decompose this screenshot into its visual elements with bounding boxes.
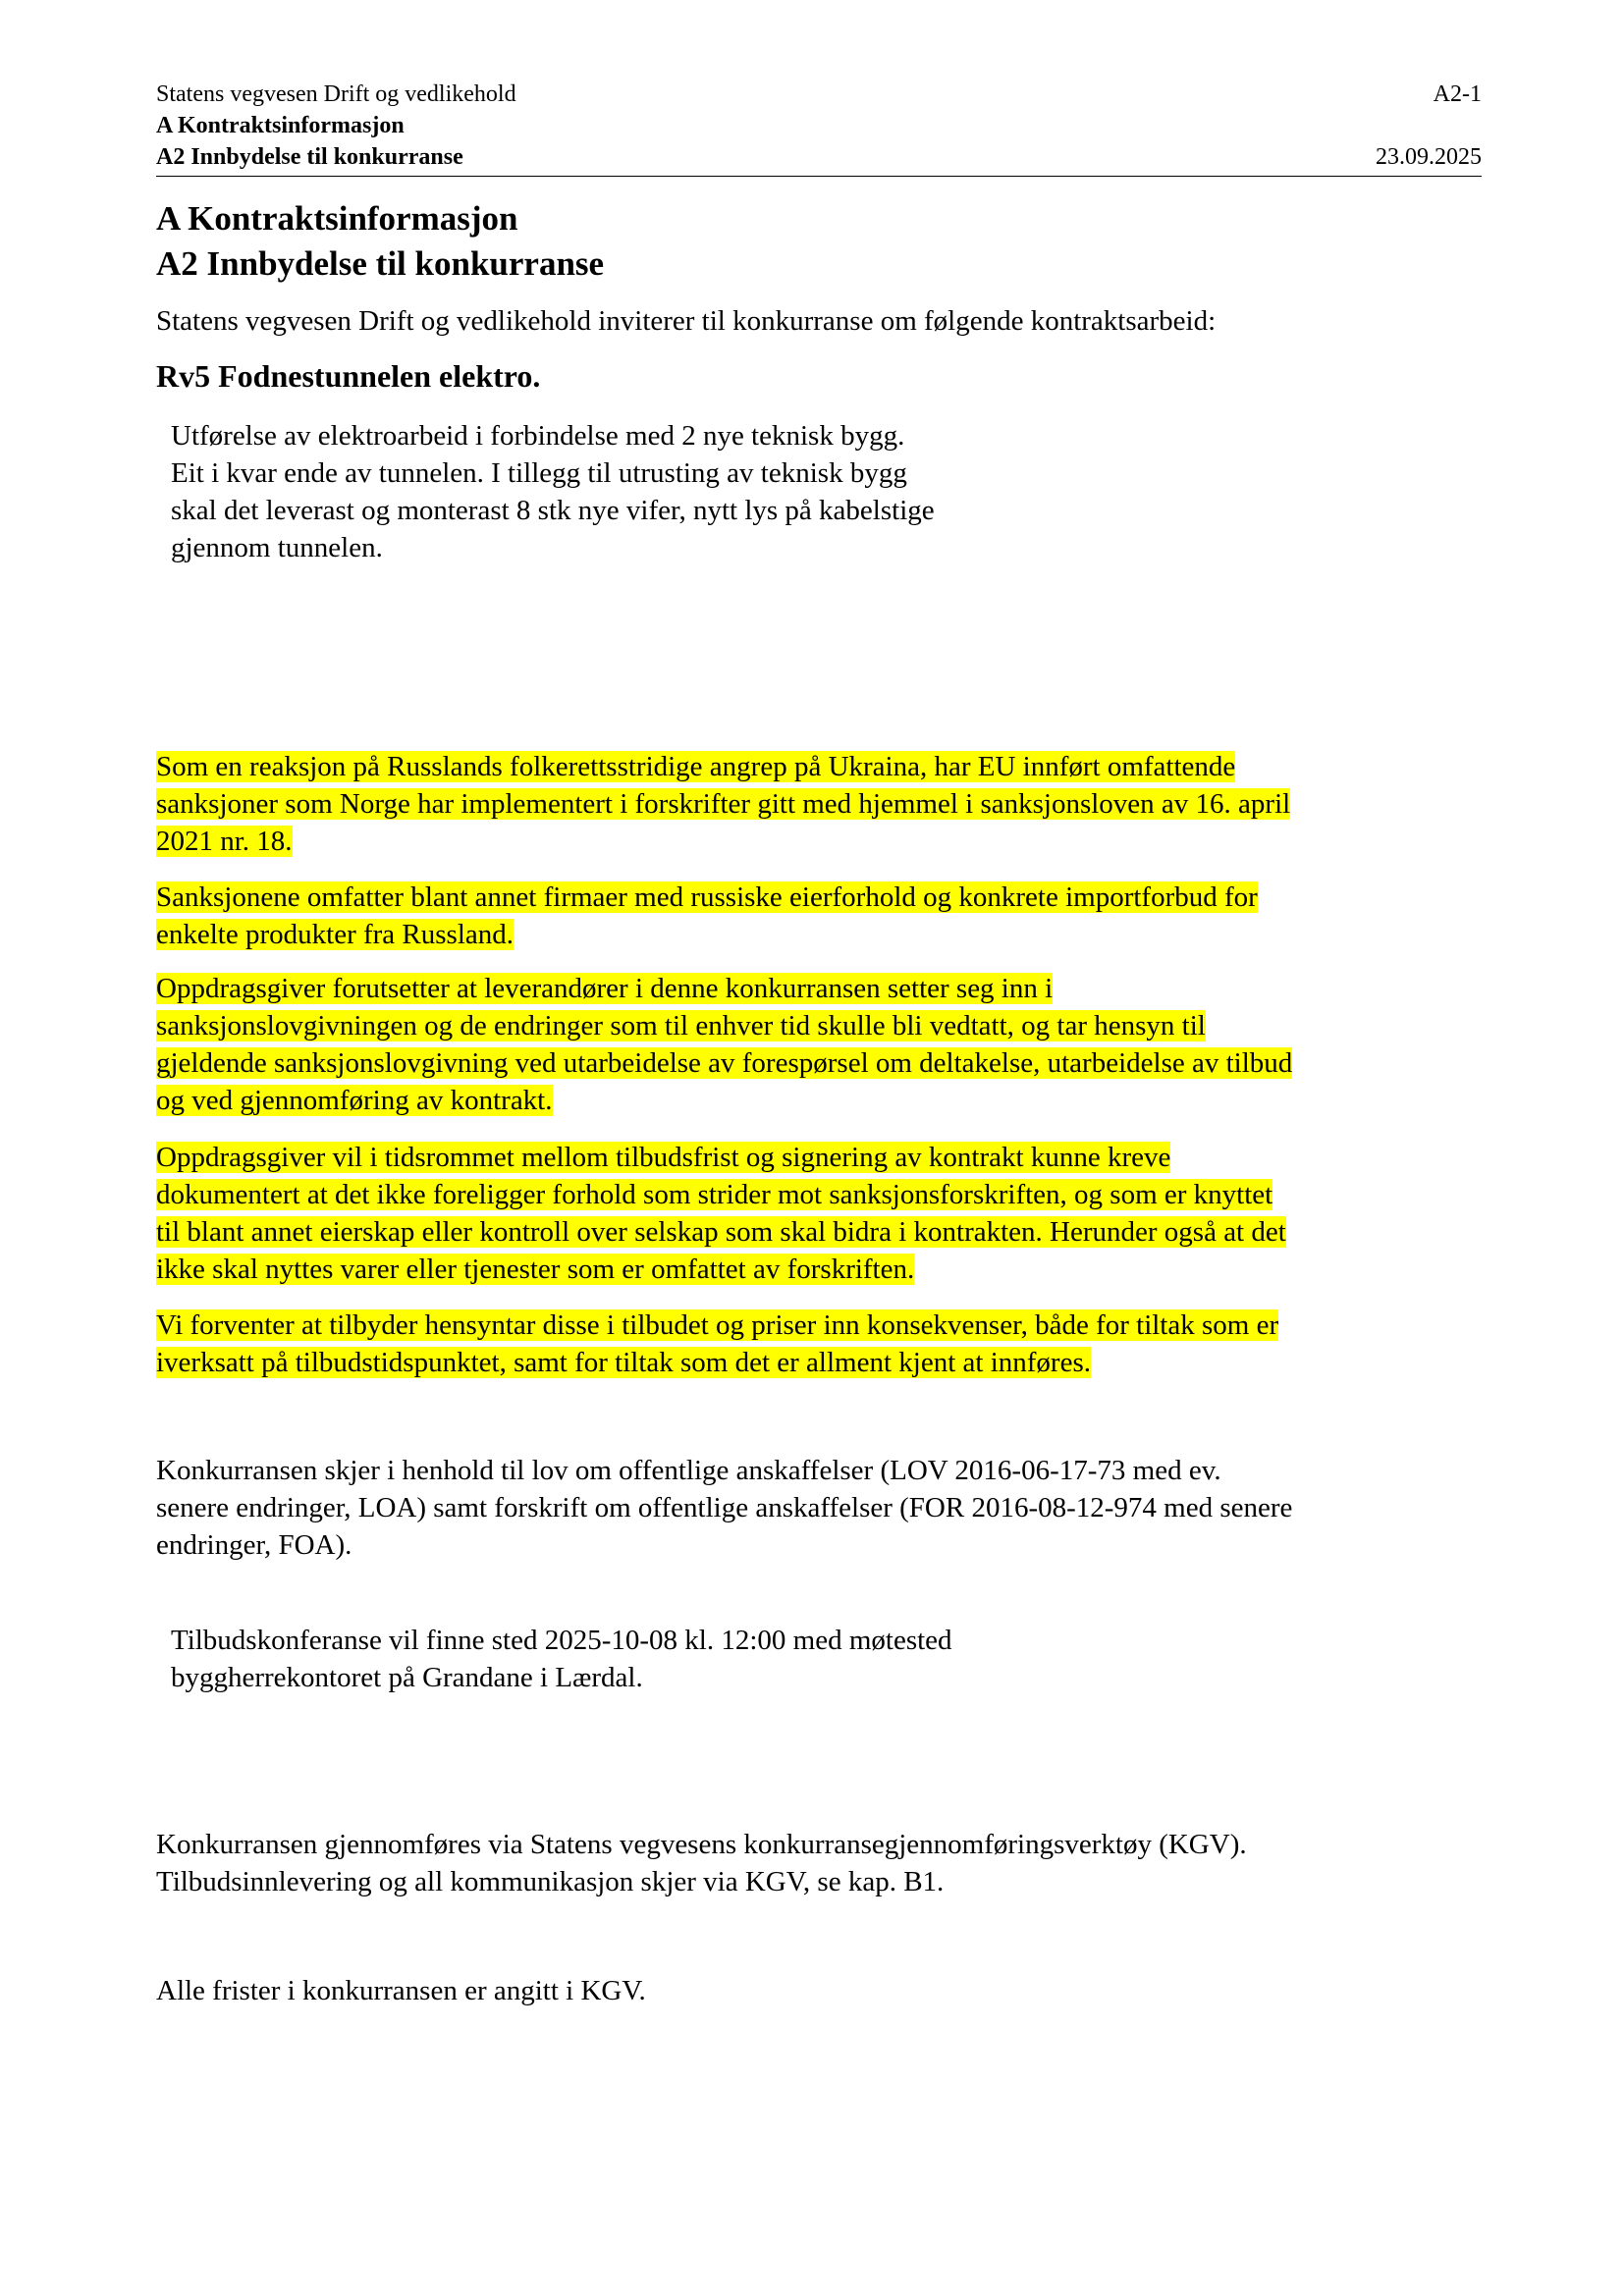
project-title: Rv5 Fodnestunnelen elektro. (156, 358, 541, 394)
conference-paragraph (171, 1622, 952, 1696)
highlighted-line: og ved gjennomføring av kontrakt. (156, 1085, 553, 1116)
body-line: Tilbudsinnlevering og all kommunikasjon skjer via KGV, se kap. B1. (156, 1866, 945, 1897)
highlighted-line: 2021 nr. 18. (156, 826, 293, 857)
body-line: senere endringer, LOA) samt forskrift om offentlige anskaffelser (FOR 2016-08-12-974 med senere (156, 1492, 1293, 1523)
header-page-number: A2-1 (1433, 81, 1482, 107)
body-line: byggherrekontoret på Grandane i Lærdal. (171, 1662, 643, 1693)
body-line: Tilbudskonferanse vil finne sted 2025-10-08 kl. 12:00 med møtested (171, 1625, 952, 1656)
header-date: 23.09.2025 (1376, 144, 1482, 170)
sanctions-paragraph-5 (156, 1307, 1278, 1381)
description-line: skal det leverast og monterast 8 stk nye vifer, nytt lys på kabelstige (171, 495, 935, 526)
header-subsection: A2 Innbydelse til konkurranse (156, 144, 463, 170)
intro-text: Statens vegvesen Drift og vedlikehold inviterer til konkurranse om følgende kontraktsarbeid: (156, 305, 1217, 337)
header-rule (156, 176, 1482, 177)
body-line: Konkurransen gjennomføres via Statens vegvesens konkurransegjennomføringsverktøy (KGV). (156, 1829, 1247, 1860)
sanctions-paragraph-3 (156, 970, 1292, 1119)
description-line: Utførelse av elektroarbeid i forbindelse med 2 nye teknisk bygg. (171, 420, 905, 452)
running-header (156, 79, 1482, 173)
highlighted-line: Som en reaksjon på Russlands folkerettsstridige angrep på Ukraina, har EU innført omfattende (156, 751, 1236, 782)
highlighted-line: Sanksjonene omfatter blant annet firmaer med russiske eierforhold og konkrete importforbud for (156, 881, 1258, 913)
page-title-line2: A2 Innbydelse til konkurranse (156, 244, 605, 283)
deadlines-paragraph (156, 1972, 646, 2009)
header-org: Statens vegvesen Drift og vedlikehold (156, 81, 516, 107)
highlighted-line: gjeldende sanksjonslovgivning ved utarbeidelse av forespørsel om deltakelse, utarbeidelse av tilbud (156, 1047, 1293, 1079)
highlighted-line: iverksatt på tilbudstidspunktet, samt for tiltak som det er allment kjent at innføres. (156, 1347, 1091, 1378)
description-line: gjennom tunnelen. (171, 532, 383, 563)
legal-basis-paragraph (156, 1452, 1292, 1564)
body-line: Konkurransen skjer i henhold til lov om offentlige anskaffelser (LOV 2016-06-17-73 med ev. (156, 1455, 1221, 1486)
highlighted-line: enkelte produkter fra Russland. (156, 919, 514, 950)
highlighted-line: Oppdragsgiver forutsetter at leverandører i denne konkurransen setter seg inn i (156, 973, 1054, 1004)
highlighted-line: Oppdragsgiver vil i tidsrommet mellom tilbudsfrist og signering av kontrakt kunne kreve (156, 1142, 1171, 1173)
highlighted-line: Vi forventer at tilbyder hensyntar disse i tilbudet og priser inn konsekvenser, både for tiltak som er (156, 1309, 1279, 1341)
sanctions-paragraph-2 (156, 879, 1258, 953)
description-line: Eit i kvar ende av tunnelen. I tillegg til utrusting av teknisk bygg (171, 457, 907, 489)
highlighted-line: sanksjonslovgivningen og de endringer som til enhver tid skulle bli vedtatt, og tar hensyn til (156, 1010, 1206, 1041)
highlighted-line: sanksjoner som Norge har implementert i forskrifter gitt med hjemmel i sanksjonsloven av 16. april (156, 788, 1291, 820)
highlighted-line: til blant annet eierskap eller kontroll over selskap som skal bidra i kontrakten. Herunder også at det (156, 1216, 1286, 1248)
highlighted-line: ikke skal nyttes varer eller tjenester som er omfattet av forskriften. (156, 1254, 915, 1285)
page-title-line1: A Kontraktsinformasjon (156, 199, 518, 238)
body-line: endringer, FOA). (156, 1529, 352, 1561)
sanctions-paragraph-1 (156, 748, 1290, 860)
project-description (171, 417, 935, 566)
kgv-paragraph (156, 1826, 1247, 1900)
sanctions-paragraph-4 (156, 1139, 1286, 1288)
body-line: Alle frister i konkurransen er angitt i KGV. (156, 1975, 646, 2006)
header-section: A Kontraktsinformasjon (156, 113, 405, 138)
highlighted-line: dokumentert at det ikke foreligger forhold som strider mot sanksjonsforskriften, og som er knyttet (156, 1179, 1273, 1210)
